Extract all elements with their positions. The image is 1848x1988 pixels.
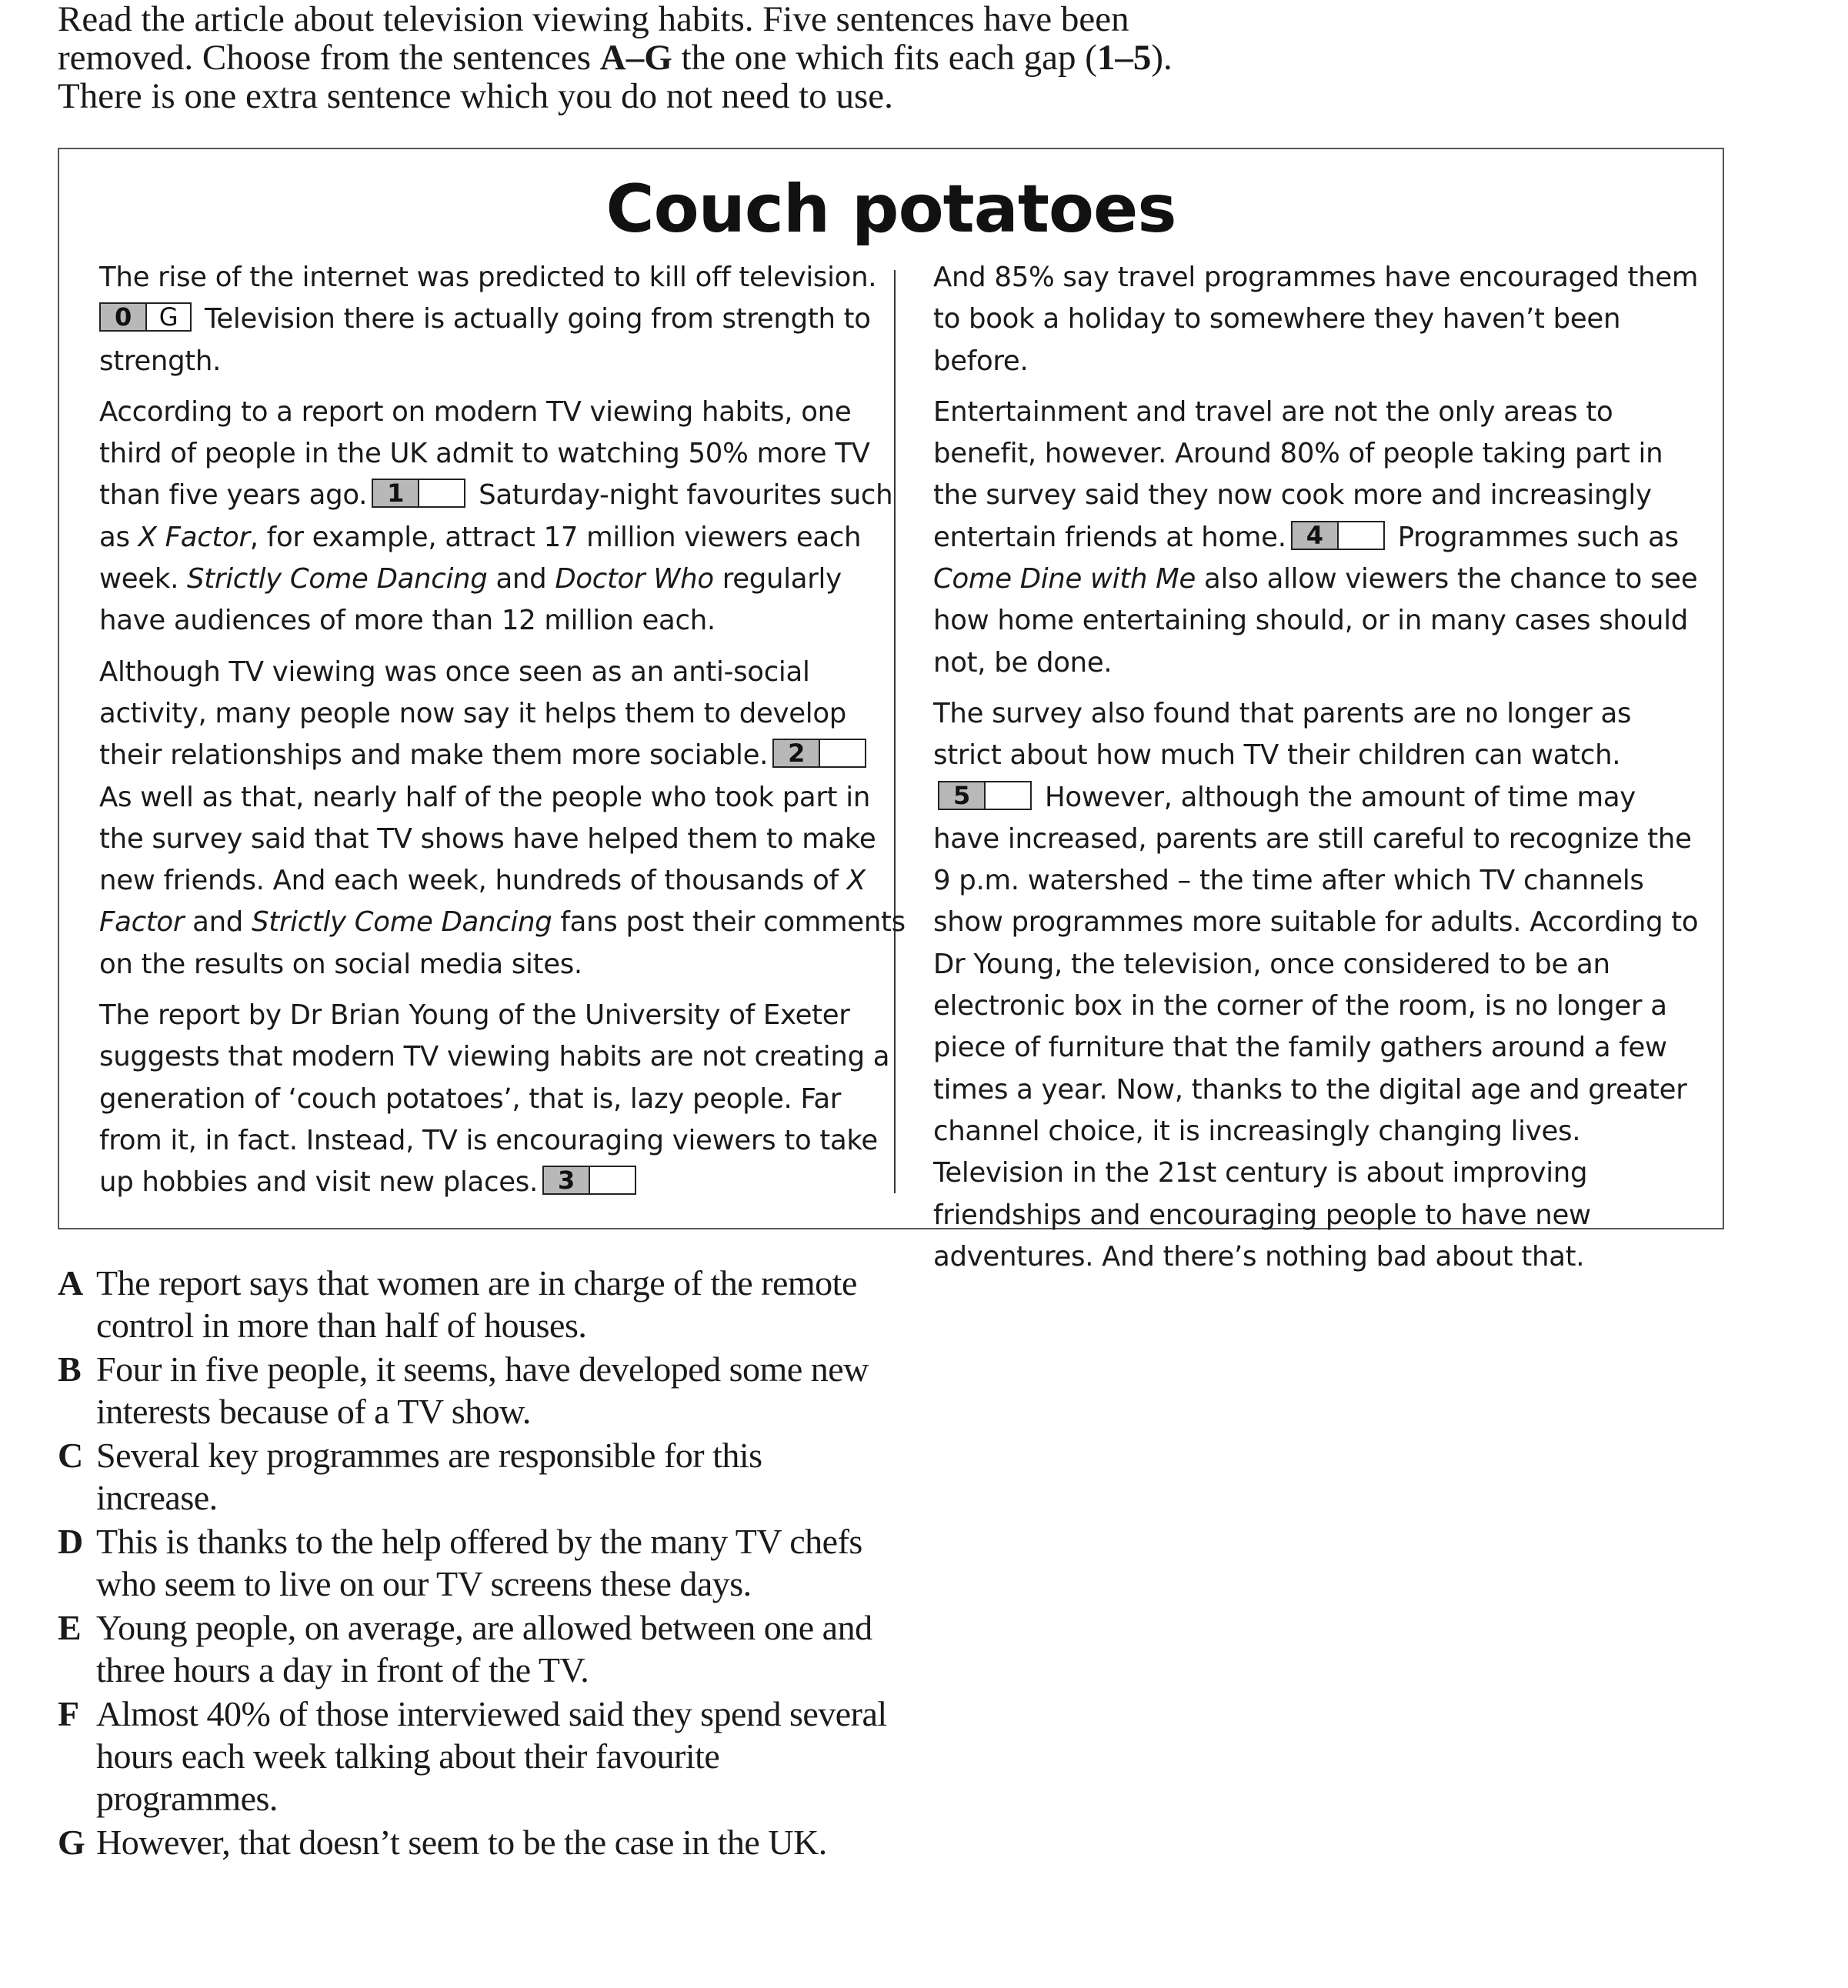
paragraph-2-text-d: and — [487, 563, 555, 595]
gap-answer[interactable] — [419, 480, 464, 506]
paragraph-3-text-b: As well as that, nearly half of the people who took part in the survey said that TV shows have helped them to make new friends. And each week, hundreds of thousands of — [99, 781, 876, 897]
programme-title: Come Dine with Me — [933, 563, 1196, 595]
instructions-line-2 — [58, 38, 1289, 77]
paragraph-5 — [933, 392, 1703, 684]
paragraph-2-text-a: According to a report on modern TV viewing habits, one third of people in the UK admit to watching 50% more TV than five years ago. — [99, 395, 870, 512]
paragraph-2 — [99, 392, 909, 642]
paragraph-1-text-b: Television there is actually going from strength to strength. — [99, 303, 871, 377]
paragraph-2-text-b: Saturday-night favourites such as — [99, 479, 893, 553]
paragraph-5-text-a: Entertainment and travel are not the only areas to benefit, however. Around 80% of people taking part in the survey said they now cook more and increasingly entertain friends at home. — [933, 395, 1663, 553]
gap-number: 1 — [373, 480, 419, 506]
instructions — [58, 0, 1289, 115]
gap-5[interactable] — [938, 781, 1032, 810]
options-list — [58, 1262, 889, 1865]
gap-answer: G — [158, 302, 178, 332]
paragraph-1-text-a: The rise of the internet was predicted to kill off television. — [99, 262, 877, 293]
gap-answer[interactable] — [1339, 522, 1383, 549]
option-d — [58, 1520, 889, 1605]
instructions-line-2-mid: the one which fits each gap ( — [672, 38, 1097, 78]
gap-number: 0 — [101, 304, 147, 330]
paragraph-4-continued — [933, 257, 1703, 382]
option-c — [58, 1434, 889, 1519]
programme-title: Doctor Who — [555, 563, 714, 595]
option-text: Several key programmes are responsible for this increase. — [96, 1436, 762, 1517]
instructions-gap-range: 1–5 — [1096, 38, 1152, 78]
gap-answer[interactable] — [590, 1167, 635, 1193]
option-letter: E — [58, 1608, 82, 1647]
paragraph-5-text-c: also allow viewers the chance to see how home entertaining should, or in many cases should not, be done. — [933, 563, 1698, 679]
option-text: However, that doesn’t seem to be the case in the UK. — [96, 1823, 827, 1862]
option-g — [58, 1821, 889, 1863]
paragraph-3-text-a: Although TV viewing was once seen as an anti-social activity, many people now say it helps them to develop their relationships and make them more sociable. — [99, 655, 847, 772]
instructions-line-1: Read the article about television viewing habits. Five sentences have been — [58, 0, 1129, 39]
paragraph-5-text-b: Programmes such as — [1389, 521, 1679, 553]
article-box — [58, 148, 1724, 1273]
option-e — [58, 1606, 889, 1691]
article-title: Couch potatoes — [605, 171, 1176, 248]
gap-2[interactable] — [772, 739, 866, 768]
option-f — [58, 1693, 889, 1820]
gap-3[interactable] — [542, 1166, 636, 1195]
gap-number: 5 — [939, 782, 986, 809]
option-b — [58, 1348, 889, 1433]
programme-title: X Factor — [99, 865, 866, 939]
option-text: Young people, on average, are allowed between one and three hours a day in front of the TV. — [96, 1608, 872, 1689]
option-letter: A — [58, 1263, 83, 1303]
article-column-left — [99, 257, 909, 1213]
paragraph-4 — [99, 995, 909, 1203]
gap-answer[interactable] — [820, 740, 865, 766]
paragraph-6-text-a: The survey also found that parents are no longer as strict about how much TV their children can watch. — [933, 697, 1632, 772]
option-text: The report says that women are in charge of the remote control in more than half of houses. — [96, 1263, 857, 1345]
option-letter: F — [58, 1694, 79, 1733]
paragraph-4-text-a: The report by Dr Brian Young of the University of Exeter suggests that modern TV viewing habits are not creating a generation of ‘couch potatoes’, that is, lazy people. Far from it, in fact. Instead, TV is encouraging viewers to take up hobbies and visit new places. — [99, 999, 890, 1199]
option-letter: G — [58, 1823, 85, 1862]
paragraph-4-text-b-continued: And 85% say travel programmes have encouraged them to book a holiday to somewhere they haven’t been before. — [933, 262, 1699, 377]
option-text: Almost 40% of those interviewed said they spend several hours each week talking about their favourite programmes. — [96, 1694, 887, 1818]
programme-title: Strictly Come Dancing — [252, 906, 552, 939]
paragraph-6-text-b: However, although the amount of time may have increased, parents are still careful to recognize the 9 p.m. watershed – the time after which TV channels show programmes more suitable for adults. According to Dr Young, the television, once considered to be an electronic box in the corner of the room, is no longer a piece of furniture that the family gathers around a few times a year. Now, thanks to the digital age and greater channel choice, it is increasingly changing lives. Television in the 21st century is about improving friendships and encouraging people to have new adventures. And there’s nothing bad about that. — [933, 781, 1699, 1273]
option-a — [58, 1262, 889, 1346]
option-letter: D — [58, 1522, 83, 1561]
programme-title: X Factor — [138, 521, 250, 553]
option-text: This is thanks to the help offered by the many TV chefs who seem to live on our TV screens these days. — [96, 1522, 862, 1603]
instructions-letter-range: A–G — [599, 38, 672, 78]
paragraph-3-text-c: and — [184, 906, 252, 939]
paragraph-3 — [99, 652, 909, 986]
paragraph-3-text-d: fans post their comments on the results on social media sites. — [99, 906, 906, 980]
programme-title: Strictly Come Dancing — [187, 563, 488, 595]
gap-number: 3 — [544, 1167, 590, 1193]
gap-number: 4 — [1293, 522, 1339, 549]
instructions-line-3: There is one extra sentence which you do not need to use. — [58, 76, 893, 116]
gap-4[interactable] — [1291, 521, 1385, 550]
gap-number: 2 — [774, 740, 820, 766]
option-letter: B — [58, 1349, 82, 1389]
paragraph-2-text-e: regularly have audiences of more than 12 million each. — [99, 563, 842, 637]
option-text: Four in five people, it seems, have developed some new interests because of a TV show. — [96, 1349, 869, 1431]
gap-1[interactable] — [372, 479, 465, 508]
option-letter: C — [58, 1436, 83, 1475]
gap-0-example — [99, 302, 192, 332]
instructions-line-2-pre: removed. Choose from the sentences — [58, 38, 600, 78]
article-column-right — [933, 257, 1703, 1287]
gap-answer[interactable] — [986, 782, 1030, 809]
paragraph-6 — [933, 693, 1703, 1278]
instructions-line-2-post: ). — [1151, 38, 1173, 78]
paragraph-2-text-c: , for example, attract 17 million viewers each week. — [99, 521, 862, 595]
paragraph-1 — [99, 257, 909, 382]
